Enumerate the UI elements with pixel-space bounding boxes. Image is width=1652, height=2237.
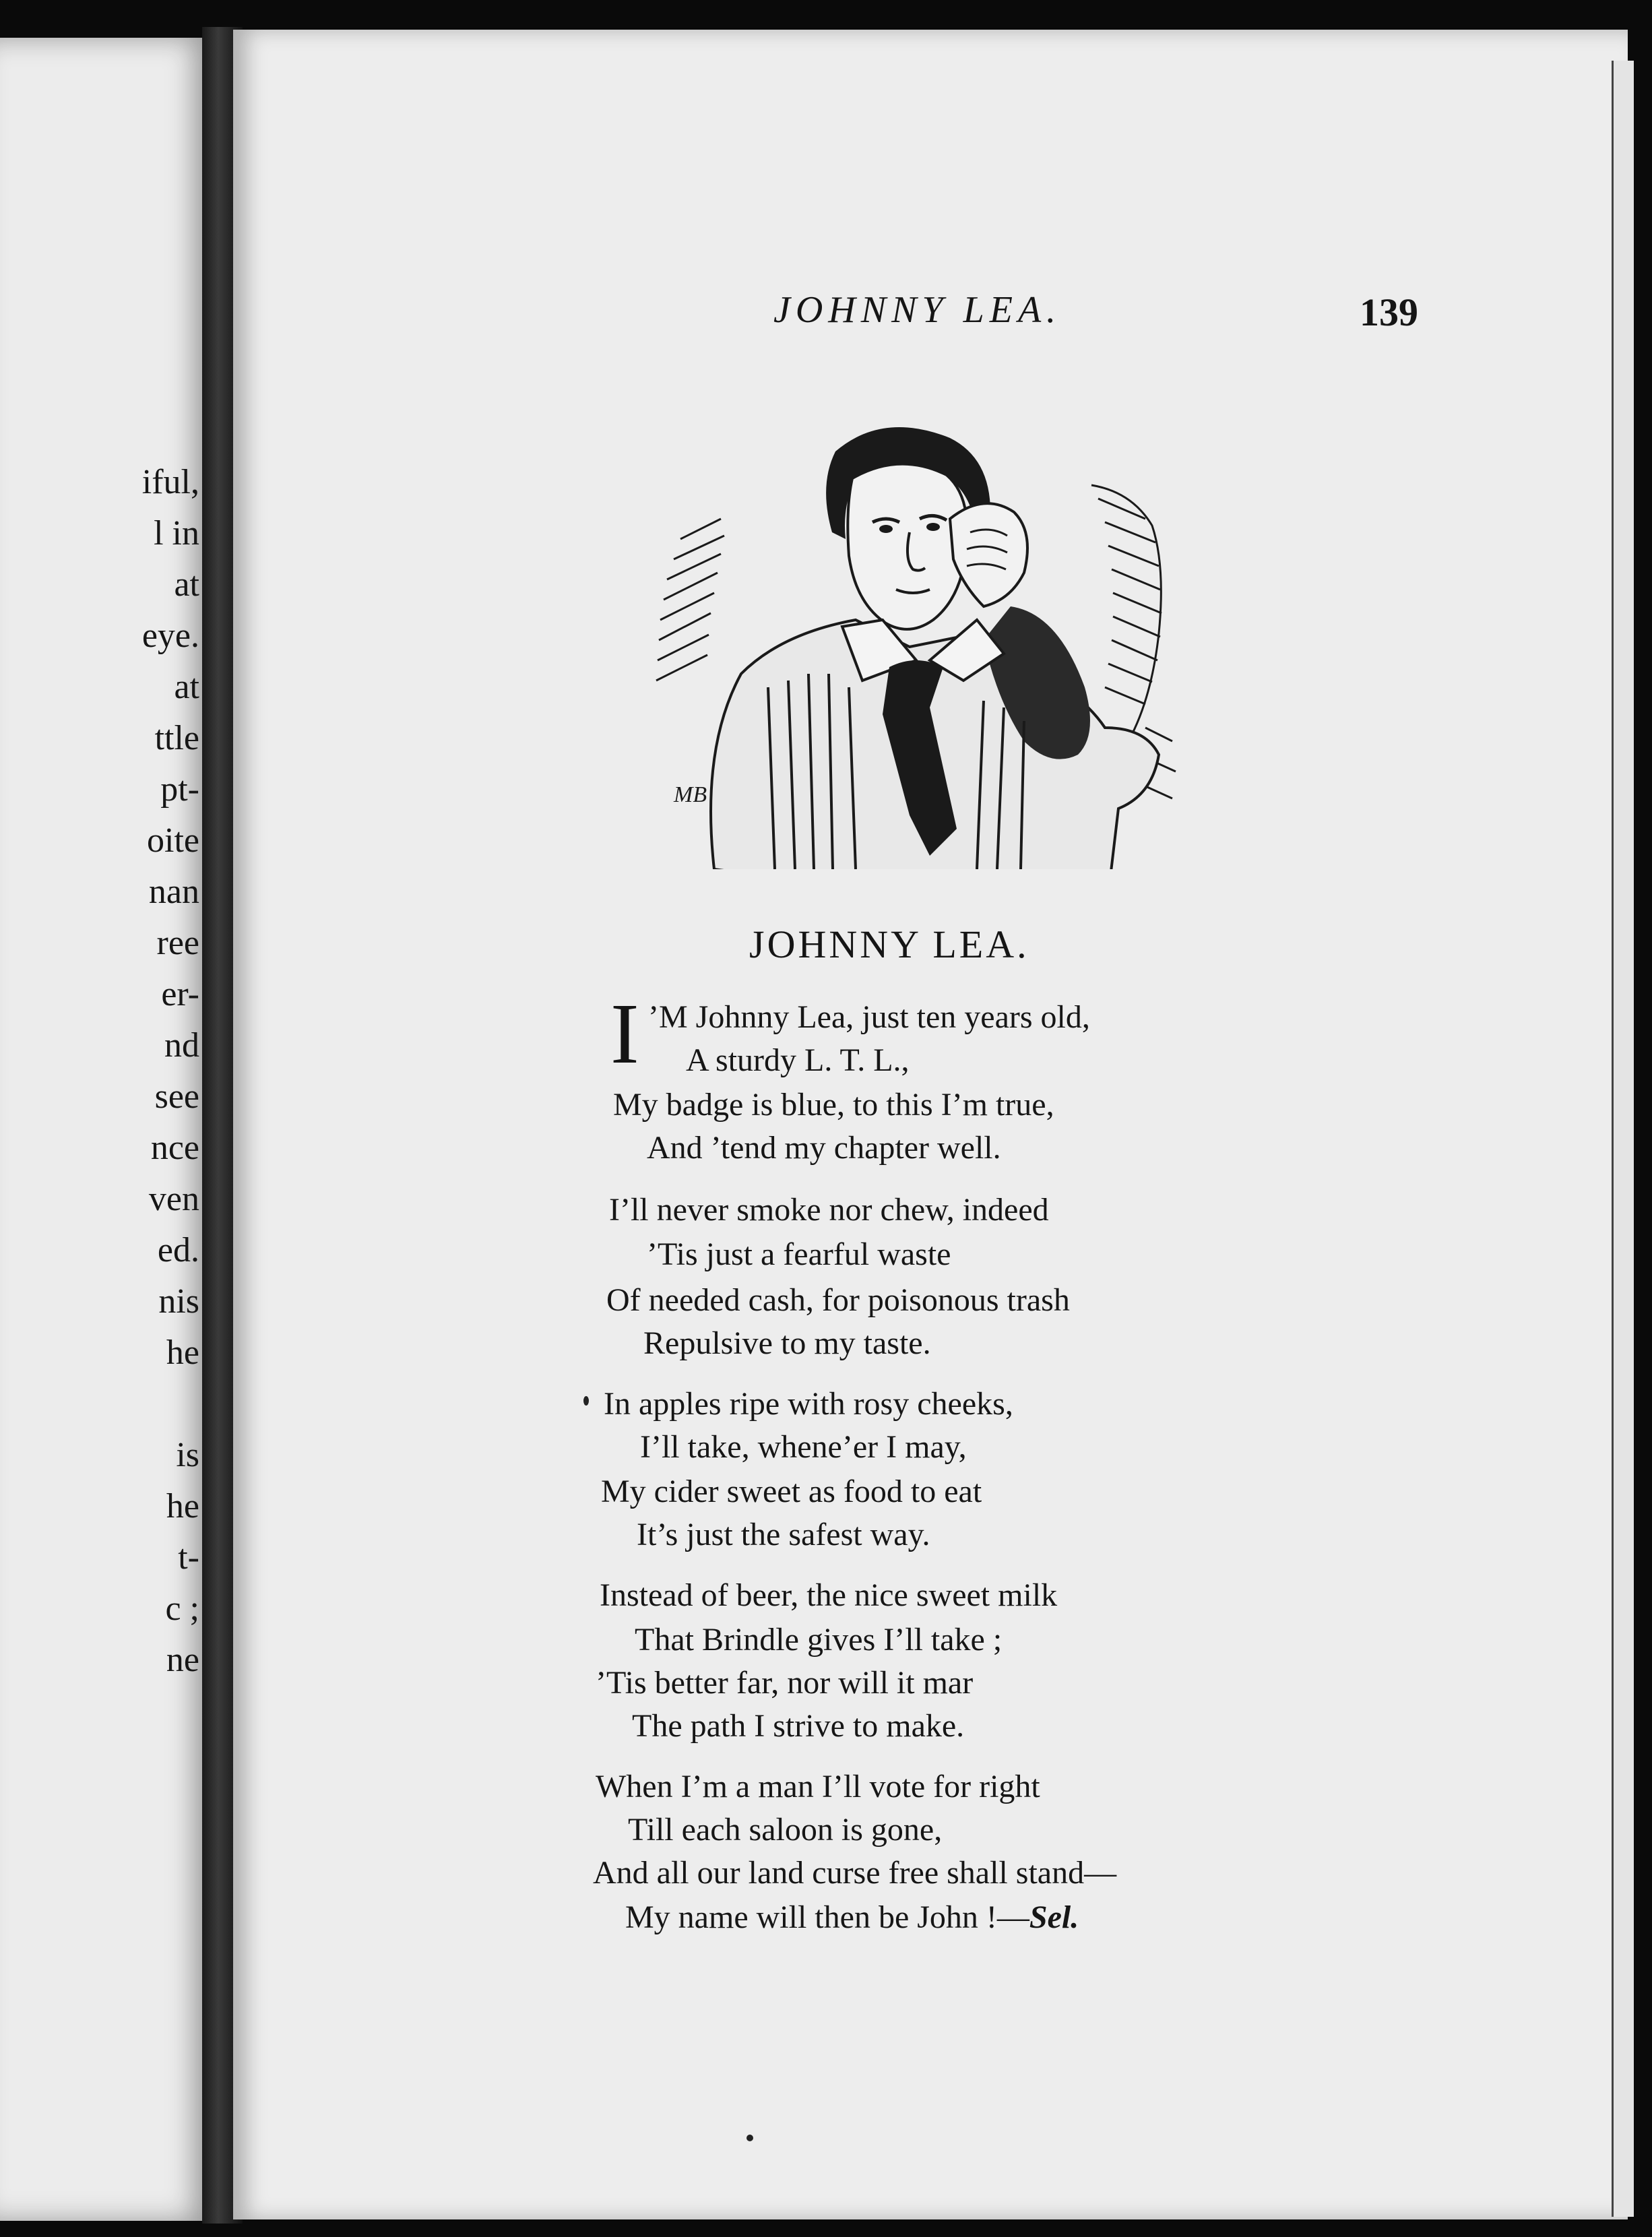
poem-line: My cider sweet as food to eat <box>601 1474 982 1509</box>
print-speck <box>583 1396 589 1406</box>
left-fragment: ree <box>156 924 199 962</box>
poem-line: It’s just the safest way. <box>637 1517 930 1552</box>
drop-cap: I <box>610 986 639 1081</box>
poem-line: ’M Johnny Lea, just ten years old, <box>648 999 1090 1035</box>
left-fragment: ed. <box>157 1231 199 1269</box>
left-fragment: eye. <box>141 617 199 655</box>
poem-line: ’Tis better far, nor will it mar <box>596 1665 974 1701</box>
source-signature: Sel. <box>1029 1899 1079 1935</box>
left-fragment: he <box>166 1487 199 1525</box>
boy-engraving <box>633 404 1193 869</box>
poem-line: In apples ripe with rosy cheeks, <box>604 1386 1013 1422</box>
poem-line: When I’m a man I’ll vote for right <box>596 1769 1040 1804</box>
left-fragment: pt- <box>160 770 199 809</box>
hatching-left <box>656 519 724 681</box>
left-fragment: he <box>166 1333 199 1372</box>
left-fragment: ven <box>148 1180 199 1218</box>
left-fragment: at <box>174 565 199 604</box>
poem-line: A sturdy L. T. L., <box>686 1042 910 1078</box>
poem-line: My badge is blue, to this I’m true, <box>613 1087 1054 1123</box>
left-fragment: l in <box>154 514 199 553</box>
poem-line: And all our land curse free shall stand— <box>593 1855 1117 1891</box>
left-fragment: ttle <box>154 719 199 757</box>
artist-monogram: MB <box>674 782 707 807</box>
left-fragment: nce <box>150 1129 199 1167</box>
left-fragment: is <box>176 1436 199 1474</box>
left-fragment: iful, <box>141 463 199 501</box>
left-fragment: nan <box>148 873 199 911</box>
left-page <box>0 38 214 2221</box>
poem-line: ’Tis just a fearful waste <box>647 1236 951 1272</box>
poem-title: JOHNNY LEA. <box>749 922 1029 966</box>
poem-line-text: My name will then be John !— <box>625 1899 1029 1935</box>
page-edge <box>1612 61 1634 2217</box>
left-fragment: see <box>154 1077 199 1116</box>
left-fragment: nis <box>158 1282 199 1321</box>
running-head: JOHNNY LEA. <box>773 289 1062 331</box>
print-speck <box>746 2135 753 2141</box>
page-number: 139 <box>1360 290 1418 334</box>
poem-line: Till each saloon is gone, <box>628 1812 943 1848</box>
poem-line: The path I strive to make. <box>632 1708 965 1744</box>
poem-line: I’ll take, whene’er I may, <box>640 1429 967 1465</box>
left-fragment: oite <box>147 821 199 860</box>
poem-line: I’ll never smoke nor chew, indeed <box>609 1192 1049 1228</box>
left-fragment: t- <box>178 1538 199 1577</box>
poem-line: Of needed cash, for poisonous trash <box>606 1282 1070 1318</box>
poem-line <box>625 1899 1079 1936</box>
left-fragment: at <box>174 668 199 706</box>
hand <box>950 503 1027 606</box>
left-fragment: c ; <box>165 1589 199 1628</box>
left-fragment: er- <box>161 975 199 1013</box>
poem-line: Instead of beer, the nice sweet milk <box>600 1577 1058 1613</box>
poem-line: That Brindle gives I’ll take ; <box>635 1622 1003 1658</box>
left-fragment: nd <box>164 1026 199 1065</box>
left-fragment: ne <box>166 1641 199 1679</box>
poem-line: And ’tend my chapter well. <box>647 1130 1001 1166</box>
poem-line: Repulsive to my taste. <box>643 1325 931 1361</box>
